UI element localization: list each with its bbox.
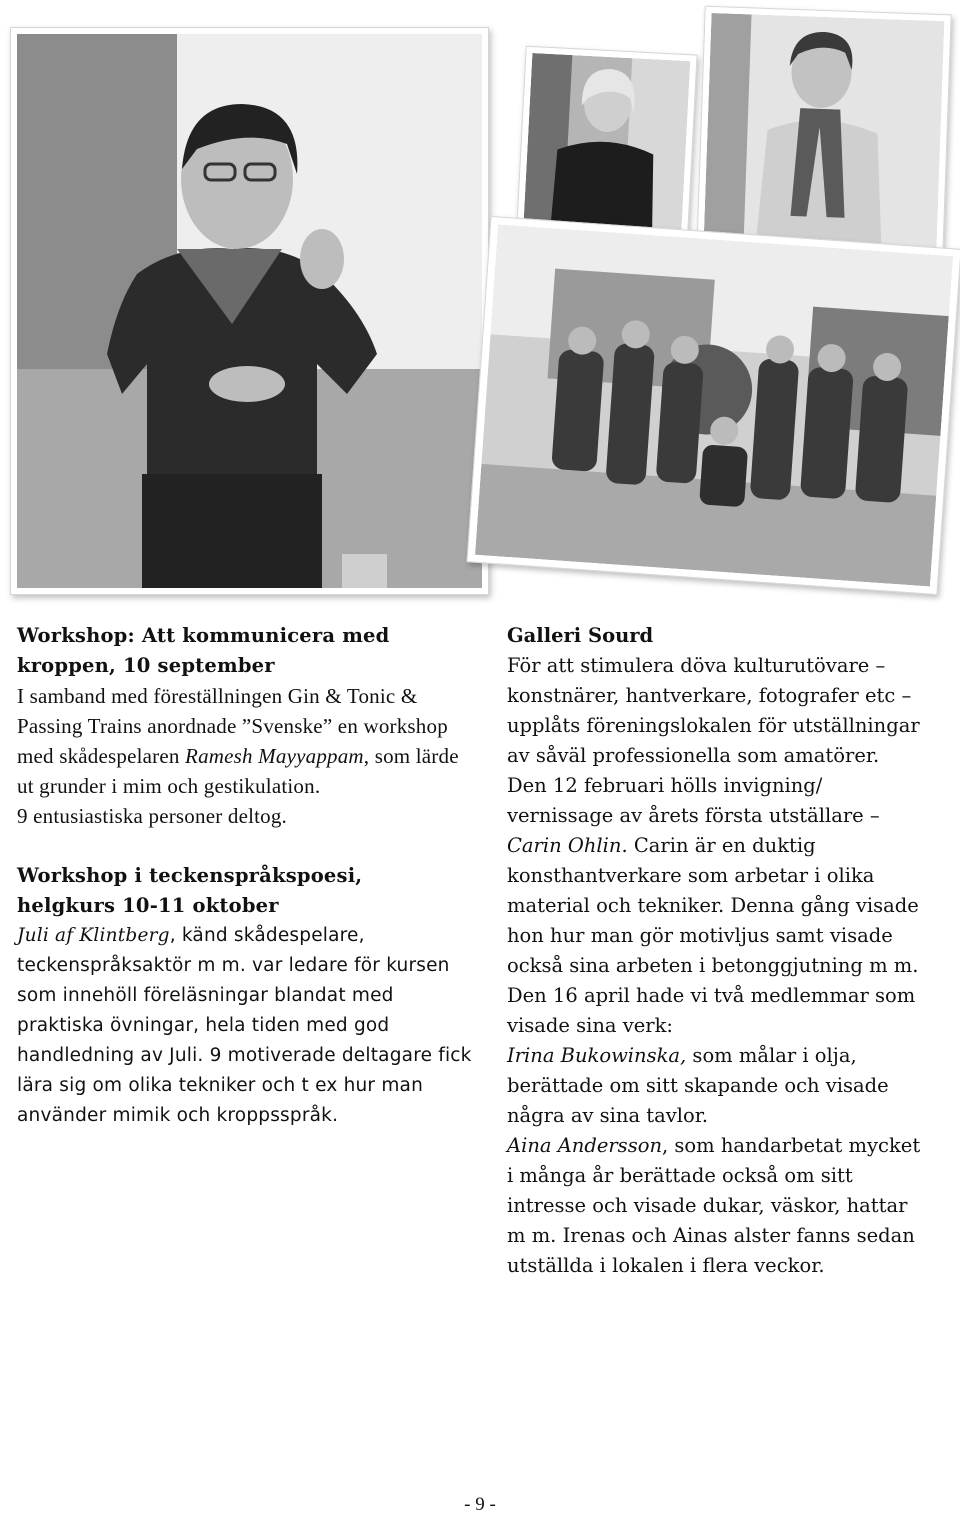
article3-p4-name: Irina Bukowinska, — [507, 1044, 687, 1067]
article3-heading: Galleri Sourd — [507, 624, 654, 647]
article3-p5-text: , som handarbetat mycket i många år berättade också om sitt intresse och visade dukar, väskor, hattar m m. Irenas och Ainas alster fanns sedan utställda i lokalen i flera veckor. — [507, 1134, 921, 1277]
article1-heading-line1: Workshop: Att kommunicera med — [17, 624, 390, 647]
photo-woman-signing — [10, 27, 489, 595]
article1-name: Ramesh Mayyappam — [185, 744, 364, 768]
article2-heading-line2: helgkurs 10-11 oktober — [17, 894, 279, 917]
article3-p2b: . Carin är en duktig konsthantverkare som arbetar i olika material och tekniker. Denna gång visade hon hur man gör motivljus samt visade också sina arbeten i betonggjutning m m. — [507, 834, 919, 977]
article3-paragraph5 — [507, 1131, 927, 1281]
article2-body — [17, 921, 477, 1131]
right-column — [507, 621, 927, 1281]
article1-heading-line2: kroppen, 10 september — [17, 654, 275, 677]
photo-woman-signing-image — [17, 34, 482, 588]
article3-p2-name: Carin Ohlin — [507, 834, 622, 857]
page-number: - 9 - — [464, 1494, 496, 1515]
article2-heading-line1: Workshop i teckenspråkspoesi, — [17, 864, 363, 887]
article1-participants: 9 entusiastiska personer deltog. — [17, 804, 288, 828]
article3-p5-name: Aina Andersson — [507, 1134, 663, 1157]
article2-name: Juli af Klintberg — [17, 925, 170, 946]
article1-body-b: , som lärde ut grunder i mim och gestikulation. — [17, 744, 459, 798]
article1-body-a: I samband med föreställningen Gin & Tonic & Passing Trains anordnade ”Svenske” en workshop med skådespelaren — [17, 684, 448, 768]
article3-p4-text: som målar i olja, berättade om sitt skapande och visade några av sina tavlor. — [507, 1044, 889, 1127]
spacer — [17, 831, 477, 861]
article1-body — [17, 681, 477, 801]
article3-paragraph4 — [507, 1041, 927, 1131]
photo-group-image — [475, 224, 953, 586]
article2-text: , känd skådespelare, teckenspråksaktör m m. var ledare för kursen som innehöll föreläsningar blandat med praktiska övningar, hela tiden med god handledning av Juli. 9 motiverade deltagare fick lära sig om olika tekniker och t ex hur man använder mimik och kroppsspråk. — [17, 925, 472, 1126]
article3-paragraph1: För att stimulera döva kulturutövare – konstnärer, hantverkare, fotografer etc – upplåts föreningslokalen för utställningar av såväl professionella som amatörer. — [507, 654, 920, 767]
article3-paragraph2 — [507, 771, 927, 981]
left-column — [17, 621, 477, 1131]
photo-group — [466, 216, 960, 595]
article3-p2a: Den 12 februari hölls invigning/ vernissage av årets första utställare – — [507, 774, 880, 827]
article3-paragraph3: Den 16 april hade vi två medlemmar som visade sina verk: — [507, 984, 916, 1037]
